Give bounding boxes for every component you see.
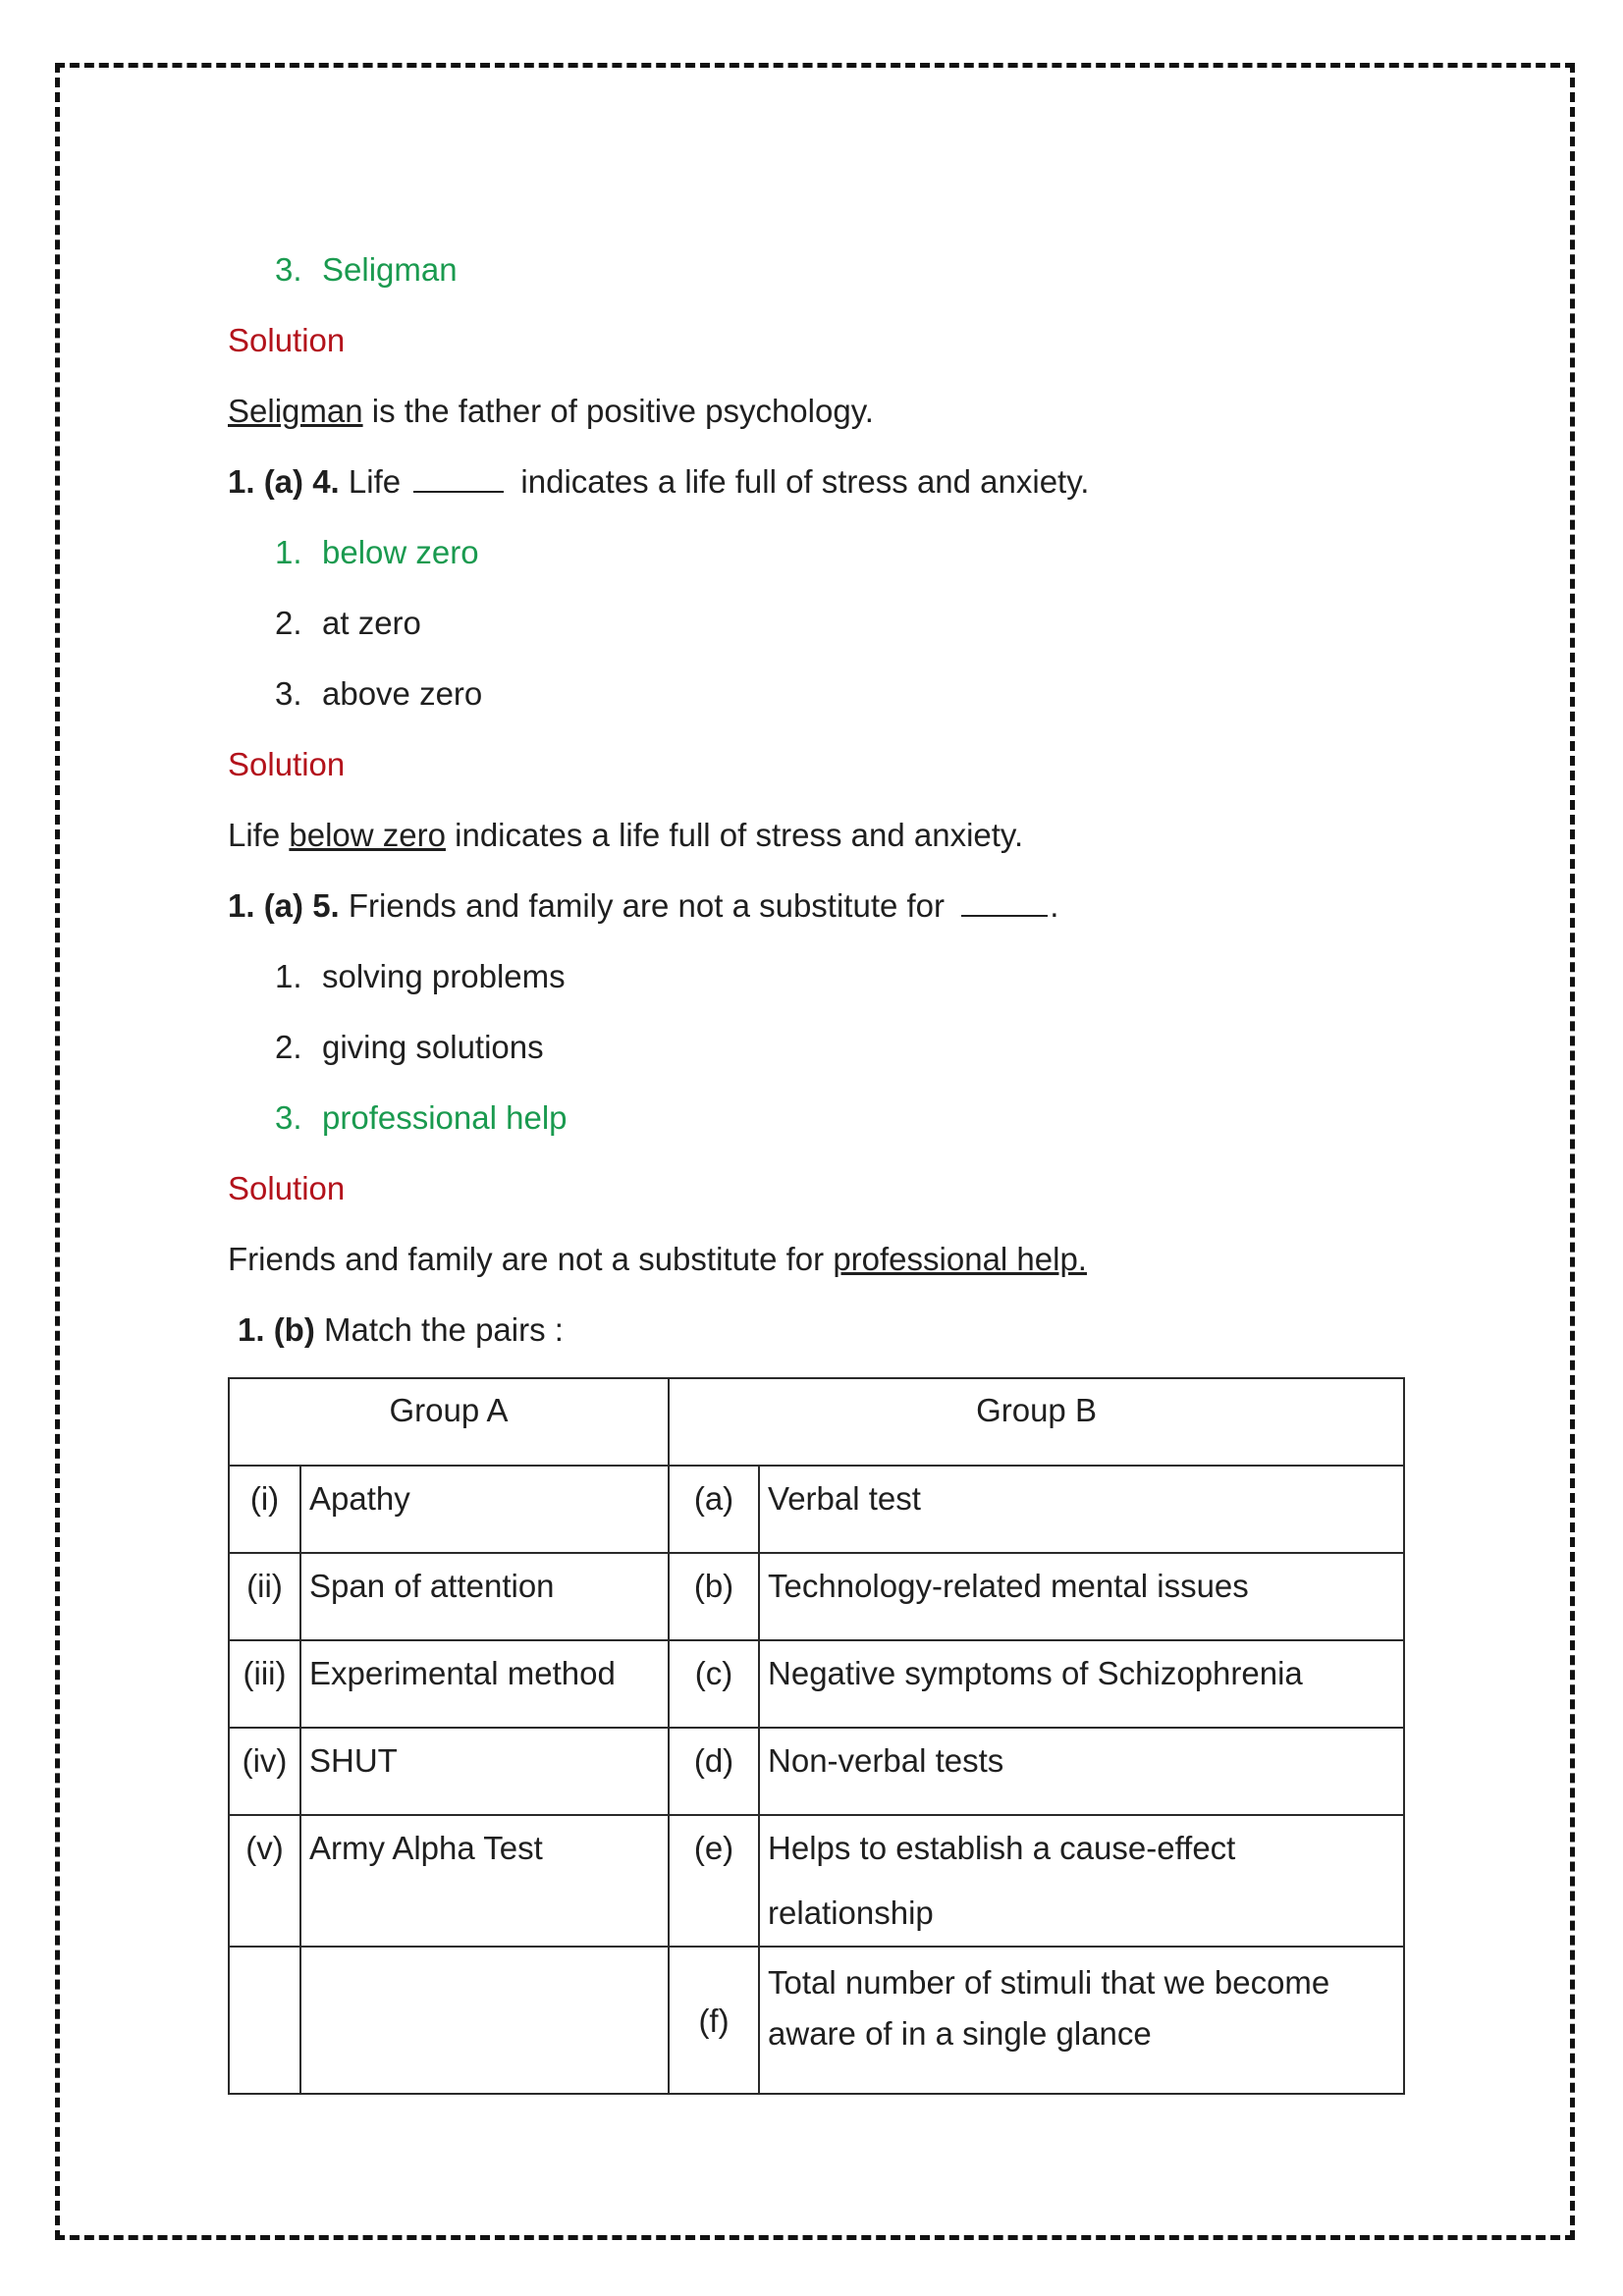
- option-text: giving solutions: [322, 1029, 544, 1065]
- table-row: [229, 1728, 1404, 1815]
- table-row: [229, 1553, 1404, 1640]
- match-the-pairs-table: [228, 1377, 1405, 2095]
- group-a-item: [300, 1947, 669, 2094]
- answer-option: [228, 597, 1406, 667]
- group-a-index: (i): [229, 1466, 300, 1553]
- text-span: Life: [228, 817, 290, 853]
- option-number: 2.: [275, 1029, 302, 1065]
- solution-heading: Solution: [228, 322, 346, 358]
- group-a-index: (iii): [229, 1640, 300, 1728]
- question-text-end: indicates a life full of stress and anxiety.: [512, 463, 1090, 500]
- group-a-index: (ii): [229, 1553, 300, 1640]
- question-number: 1. (b): [238, 1311, 315, 1348]
- option-text: at zero: [322, 605, 421, 641]
- option-text: solving problems: [322, 958, 566, 994]
- table-row: [229, 1815, 1404, 1947]
- fill-in-blank: [413, 461, 504, 493]
- solution-text: [228, 385, 1406, 455]
- group-b-item: Technology-related mental issues: [759, 1553, 1404, 1640]
- option-number: 3.: [275, 251, 302, 288]
- group-b-index: (f): [669, 1947, 759, 2094]
- fill-in-blank: [961, 885, 1048, 917]
- group-b-item: Helps to establish a cause-effect relationship: [759, 1815, 1404, 1947]
- group-b-index: (c): [669, 1640, 759, 1728]
- group-a-index: (v): [229, 1815, 300, 1947]
- option-text: above zero: [322, 675, 483, 712]
- group-b-item: Verbal test: [759, 1466, 1404, 1553]
- answer-option: [228, 1021, 1406, 1092]
- question: [228, 455, 1406, 526]
- answer-option: [228, 950, 1406, 1021]
- group-b-index: (e): [669, 1815, 759, 1947]
- answer-option: [228, 667, 1406, 738]
- document-body: [228, 243, 1406, 1374]
- group-b-item: Total number of stimuli that we become aware of in a single glance: [759, 1947, 1404, 2094]
- question-text: Match the pairs :: [314, 1311, 564, 1348]
- question-text: Friends and family are not a substitute for: [339, 887, 954, 924]
- table-row: [229, 1466, 1404, 1553]
- option-number: 3.: [275, 1099, 302, 1136]
- answer-option: [228, 243, 1406, 314]
- option-number: 1.: [275, 958, 302, 994]
- solution-heading: Solution: [228, 1170, 346, 1206]
- group-a-item: Apathy: [300, 1466, 669, 1553]
- question-text: Life: [339, 463, 410, 500]
- text-span: indicates a life full of stress and anxiety.: [445, 817, 1024, 853]
- question-number: 1. (a) 4.: [228, 463, 340, 500]
- option-number: 1.: [275, 534, 302, 570]
- table-row: [229, 1640, 1404, 1728]
- group-b-item: Negative symptoms of Schizophrenia: [759, 1640, 1404, 1728]
- answer-option: [228, 1092, 1406, 1162]
- solution-heading: Solution: [228, 746, 346, 782]
- group-b-index: (d): [669, 1728, 759, 1815]
- option-number: 2.: [275, 605, 302, 641]
- option-text: Seligman: [322, 251, 458, 288]
- group-a-header: Group A: [229, 1378, 669, 1466]
- match-pairs-question: [228, 1304, 1406, 1374]
- text-span: is the father of positive psychology.: [362, 393, 874, 429]
- option-text: professional help: [322, 1099, 568, 1136]
- group-b-index: (a): [669, 1466, 759, 1553]
- text-span: Friends and family are not a substitute for: [228, 1241, 834, 1277]
- question-number: 1. (a) 5.: [228, 887, 340, 924]
- solution-text: [228, 809, 1406, 880]
- group-b-header: Group B: [669, 1378, 1404, 1466]
- table-row: [229, 1947, 1404, 2094]
- question: [228, 880, 1406, 950]
- group-a-item: Experimental method: [300, 1640, 669, 1728]
- question-text-end: .: [1050, 887, 1059, 924]
- table-header-row: [229, 1378, 1404, 1466]
- solution-text: [228, 1233, 1406, 1304]
- group-b-index: (b): [669, 1553, 759, 1640]
- underlined-answer: Seligman: [228, 393, 363, 429]
- group-a-item: SHUT: [300, 1728, 669, 1815]
- option-text: below zero: [322, 534, 479, 570]
- group-b-item: Non-verbal tests: [759, 1728, 1404, 1815]
- underlined-answer: below zero: [289, 817, 446, 853]
- group-a-index: [229, 1947, 300, 2094]
- answer-option: [228, 526, 1406, 597]
- option-number: 3.: [275, 675, 302, 712]
- group-a-item: Span of attention: [300, 1553, 669, 1640]
- group-a-index: (iv): [229, 1728, 300, 1815]
- group-a-item: Army Alpha Test: [300, 1815, 669, 1947]
- underlined-answer: professional help.: [833, 1241, 1087, 1277]
